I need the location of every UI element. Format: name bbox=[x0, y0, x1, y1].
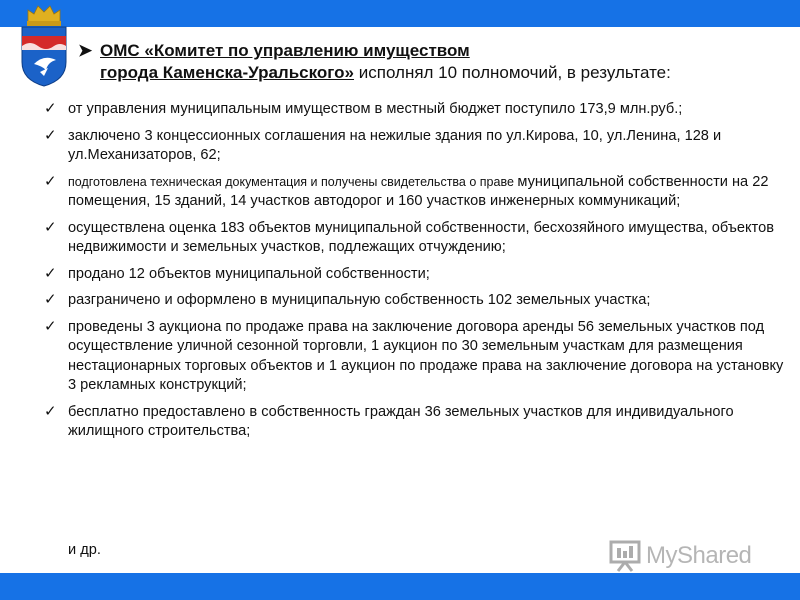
checkmark-icon: ✓ bbox=[44, 291, 57, 308]
list-item bbox=[44, 403, 794, 442]
list-item-text: от управления муниципальным имуществом в местный бюджет поступило 173,9 млн.руб.; bbox=[68, 101, 683, 117]
list-item bbox=[44, 100, 794, 120]
checkmark-icon: ✓ bbox=[44, 126, 57, 144]
slide-heading bbox=[78, 40, 788, 84]
list-item-text: проведены 3 аукциона по продаже права на заключение договора аренды 56 земельных участков под осуществление уличной сезонной торговли, 1 аукцион по 30 земельным участкам для размещения нестационарных торговых объектов и 1 аукцион по продаже права на заключение договора на установку 3 рекламных конструкций; bbox=[68, 318, 784, 393]
checkmark-icon: ✓ bbox=[44, 402, 57, 420]
list-item bbox=[44, 265, 794, 285]
watermark bbox=[608, 536, 778, 576]
list-item-text: разграничено и оформлено в муниципальную собственность 102 земельных участка; bbox=[68, 292, 651, 308]
organization-name-line2: города Каменска-Уральского» bbox=[100, 63, 355, 82]
list-item bbox=[44, 219, 794, 258]
watermark-text: MyShared bbox=[646, 542, 752, 569]
list-item bbox=[44, 127, 794, 166]
list-item bbox=[44, 173, 794, 212]
checkmark-icon: ✓ bbox=[44, 264, 57, 282]
list-item-text: бесплатно предоставлено в собственность граждан 36 земельных участков для индивидуального жилищного строительства; bbox=[68, 403, 734, 439]
list-item-text: заключено 3 концессионных соглашения на нежилые здания по ул.Кирова, 10, ул.Ленина, 128 и ул.Механизаторов, 62; bbox=[68, 127, 722, 163]
list-item bbox=[44, 318, 794, 396]
list-item-text: муниципальной собственности на 22 помещения, 15 зданий, 14 участков автодорог и 160 участков инженерных коммуникаций; bbox=[68, 173, 769, 209]
list-item-text: осуществлена оценка 183 объектов муниципальной собственности, бесхозяйного имущества, объектов недвижимости и земельных участков, подлежащих отчуждению; bbox=[68, 219, 774, 255]
list-tail-text: и др. bbox=[68, 542, 101, 558]
organization-name-line1: ОМС «Комитет по управлению имуществом bbox=[100, 41, 470, 60]
checkmark-icon: ✓ bbox=[44, 172, 57, 190]
list-item-text: продано 12 объектов муниципальной собственности; bbox=[68, 265, 430, 282]
checkmark-icon: ✓ bbox=[44, 100, 57, 117]
city-coat-of-arms-icon bbox=[14, 2, 74, 88]
achievements-list bbox=[44, 100, 794, 449]
bottom-bar bbox=[0, 573, 800, 600]
checkmark-icon: ✓ bbox=[44, 317, 57, 335]
top-bar bbox=[0, 0, 800, 27]
heading-rest: исполнял 10 полномочий, в результате: bbox=[354, 63, 671, 82]
list-item bbox=[44, 291, 794, 311]
presentation-board-icon bbox=[608, 539, 642, 573]
arrow-bullet-icon: ➤ bbox=[78, 41, 93, 60]
checkmark-icon: ✓ bbox=[44, 218, 57, 236]
list-item-lead-text: подготовлена техническая документация и получены свидетельства о праве bbox=[68, 174, 518, 189]
